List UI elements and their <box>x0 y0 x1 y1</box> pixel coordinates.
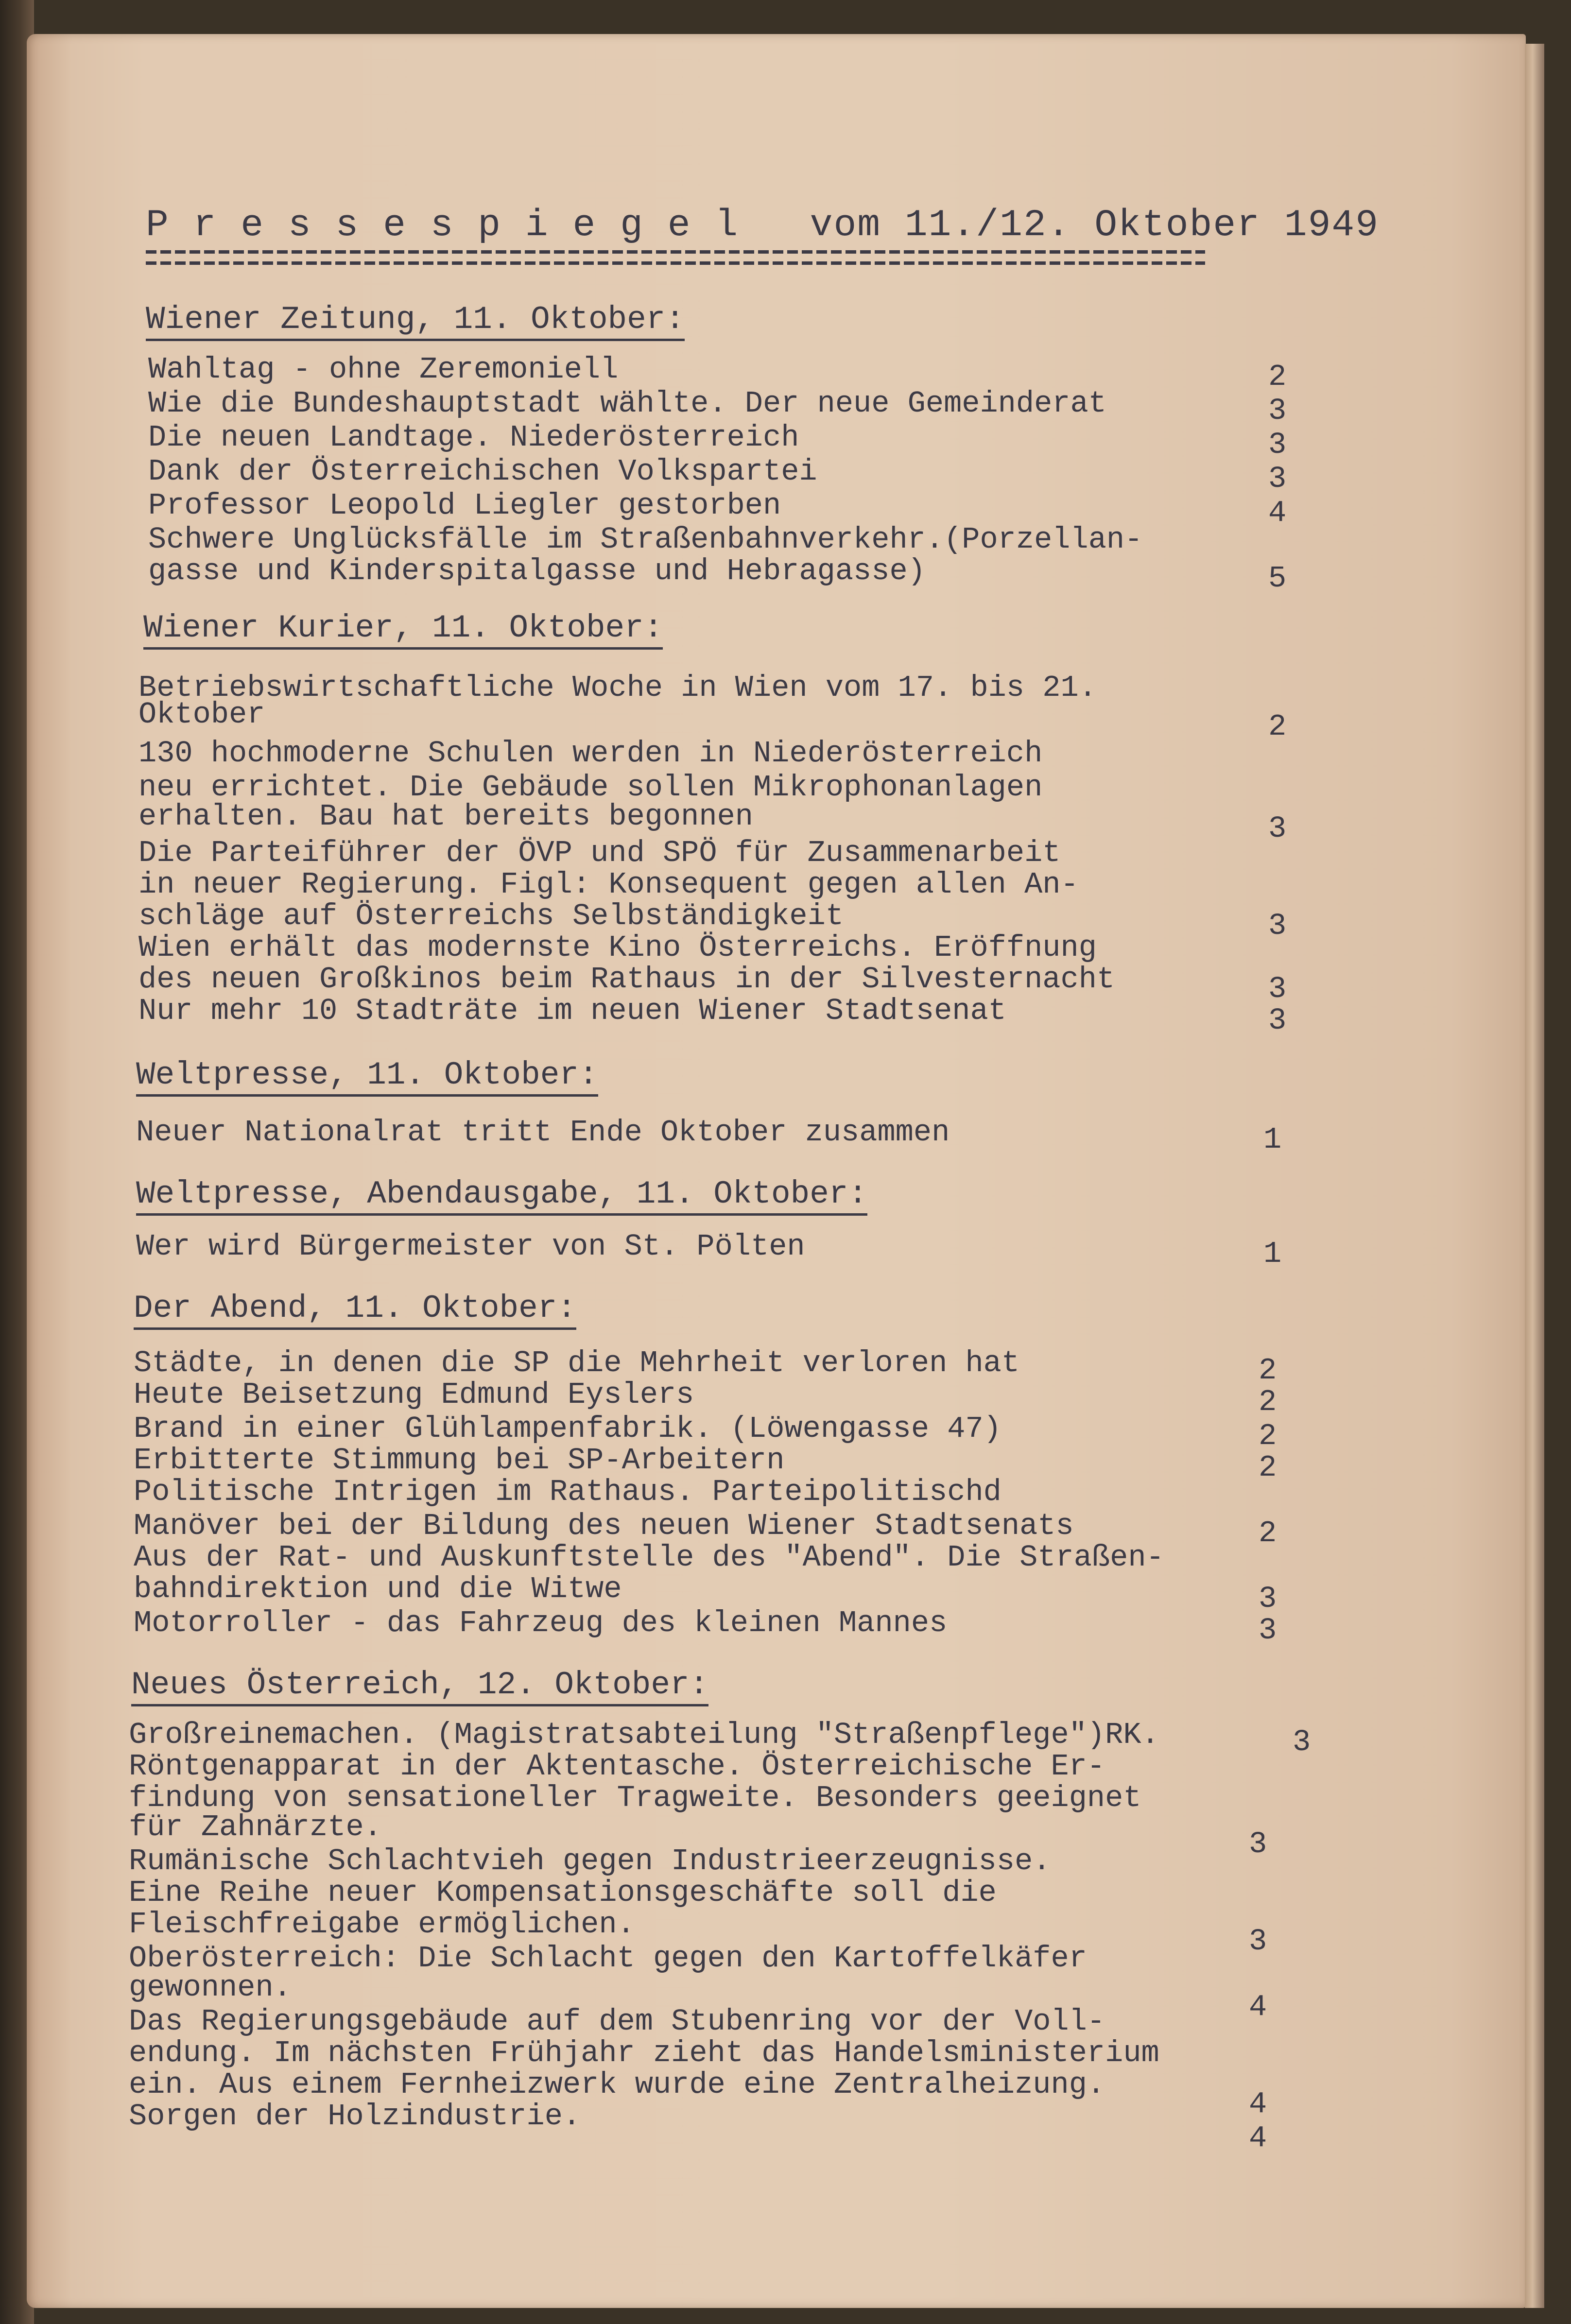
entry-line: Sorgen der Holzindustrie. <box>129 2099 581 2134</box>
entry-line: Neuer Nationalrat tritt Ende Oktober zusammen <box>136 1115 950 1150</box>
entry-line: gewonnen. <box>129 1970 292 2005</box>
entry-line: Die Parteiführer der ÖVP und SPÖ für Zusammenarbeit <box>138 836 1061 870</box>
page-number: 2 <box>1268 360 1287 394</box>
page-number: 2 <box>1259 1353 1277 1388</box>
section-title-wiener-kurier: Wiener Kurier, 11. Oktober: <box>143 610 663 650</box>
page-number: 2 <box>1268 709 1287 744</box>
entry-line: für Zahnärzte. <box>129 1810 382 1844</box>
entry-line: bahndirektion und die Witwe <box>134 1572 622 1606</box>
section-title-neues-oesterreich: Neues Österreich, 12. Oktober: <box>131 1667 708 1706</box>
page-number: 3 <box>1268 428 1287 462</box>
entry-line: Das Regierungsgebäude auf dem Stubenring vor der Voll- <box>129 2004 1105 2039</box>
entry-line: Großreinemachen. (Magistratsabteilung "Straßenpflege")RK. <box>129 1718 1159 1752</box>
entry-line: Schwere Unglücksfälle im Straßenbahnverkehr.(Porzellan- <box>148 522 1143 557</box>
entry-line: Röntgenapparat in der Aktentasche. Österreichische Er- <box>129 1749 1105 1784</box>
page-number: 2 <box>1259 1419 1277 1453</box>
page-number: 3 <box>1268 811 1287 846</box>
entry-line: ein. Aus einem Fernheizwerk wurde eine Zentralheizung. <box>129 2067 1105 2102</box>
entry-line: schläge auf Österreichs Selbständigkeit <box>138 899 844 933</box>
title-date: vom 11./12. Oktober 1949 <box>810 204 1380 247</box>
entry-line: Erbitterte Stimmung bei SP-Arbeitern <box>134 1443 785 1478</box>
entry-line: neu errichtet. Die Gebäude sollen Mikrophonanlagen <box>138 770 1043 805</box>
entry-line: Wer wird Bürgermeister von St. Pölten <box>136 1229 805 1264</box>
page-number: 3 <box>1249 1827 1267 1861</box>
page-number: 5 <box>1268 561 1287 596</box>
entry-line: Politische Intrigen im Rathaus. Parteipolitischd <box>134 1475 1001 1509</box>
page-number: 3 <box>1259 1613 1277 1648</box>
page-number: 2 <box>1259 1385 1277 1419</box>
page-number: 3 <box>1268 909 1287 943</box>
entry-line: Oberösterreich: Die Schlacht gegen den Kartoffelkäfer <box>129 1941 1087 1976</box>
page-number: 4 <box>1249 1990 1267 2024</box>
page-number: 4 <box>1268 496 1287 530</box>
entry-line: Wie die Bundeshauptstadt wählte. Der neue Gemeinderat <box>148 386 1106 421</box>
entry-line: Motorroller - das Fahrzeug des kleinen Mannes <box>134 1606 948 1640</box>
page-number: 2 <box>1259 1450 1277 1485</box>
entry-line: Betriebswirtschaftliche Woche in Wien vom 17. bis 21. <box>138 671 1097 705</box>
page-number: 3 <box>1293 1725 1311 1759</box>
entry-line: Oktober <box>138 697 265 732</box>
entry-line: 130 hochmoderne Schulen werden in Niederösterreich <box>138 736 1043 771</box>
page-number: 3 <box>1259 1582 1277 1616</box>
page-edge <box>1525 44 1544 2308</box>
double-rule-divider <box>146 250 1205 265</box>
entry-line: Eine Reihe neuer Kompensationsgeschäfte soll die <box>129 1876 997 1910</box>
entry-line: Brand in einer Glühlampenfabrik. (Löwengasse 47) <box>134 1412 1001 1446</box>
section-title-weltpresse-abendausgabe: Weltpresse, Abendausgabe, 11. Oktober: <box>136 1176 867 1216</box>
section-title-weltpresse: Weltpresse, 11. Oktober: <box>136 1057 598 1097</box>
entry-line: Heute Beisetzung Edmund Eyslers <box>134 1377 694 1412</box>
page-number: 1 <box>1263 1122 1282 1157</box>
title-spaced: P r e s s e s p i e g e l <box>146 204 739 247</box>
entry-line: Nur mehr 10 Stadträte im neuen Wiener Stadtsenat <box>138 994 1006 1028</box>
entry-line: Städte, in denen die SP die Mehrheit verloren hat <box>134 1346 1020 1380</box>
entry-line: Die neuen Landtage. Niederösterreich <box>148 420 799 455</box>
entry-line: Dank der Österreichischen Volkspartei <box>148 454 817 489</box>
section-title-wiener-zeitung: Wiener Zeitung, 11. Oktober: <box>146 301 685 341</box>
entry-line: des neuen Großkinos beim Rathaus in der Silvesternacht <box>138 962 1115 997</box>
page-number: 3 <box>1268 972 1287 1006</box>
entry-line: findung von sensationeller Tragweite. Besonders geeignet <box>129 1781 1141 1815</box>
page-number: 3 <box>1268 394 1287 428</box>
entry-line: Aus der Rat- und Auskunftstelle des "Abend". Die Straßen- <box>134 1540 1164 1575</box>
entry-line: gasse und Kinderspitalgasse und Hebragasse) <box>148 554 926 588</box>
page-number: 4 <box>1249 2121 1267 2155</box>
entry-line: erhalten. Bau hat bereits begonnen <box>138 799 754 834</box>
page-number: 4 <box>1249 2087 1267 2121</box>
page-title <box>146 204 1380 247</box>
entry-line: endung. Im nächsten Frühjahr zieht das Handelsministerium <box>129 2036 1159 2070</box>
entry-line: Rumänische Schlachtvieh gegen Industrieerzeugnisse. <box>129 1844 1051 1878</box>
entry-line: Manöver bei der Bildung des neuen Wiener Stadtsenats <box>134 1509 1074 1543</box>
section-title-der-abend: Der Abend, 11. Oktober: <box>134 1290 576 1330</box>
page-number: 3 <box>1268 462 1287 496</box>
entry-line: Fleischfreigabe ermöglichen. <box>129 1907 635 1942</box>
page-number: 2 <box>1259 1516 1277 1550</box>
entry-line: Professor Leopold Liegler gestorben <box>148 488 781 523</box>
page-number: 3 <box>1268 1003 1287 1038</box>
entry-line: in neuer Regierung. Figl: Konsequent gegen allen An- <box>138 867 1079 902</box>
entry-line: Wien erhält das modernste Kino Österreichs. Eröffnung <box>138 930 1097 965</box>
entry-line: Wahltag - ohne Zeremoniell <box>148 352 619 387</box>
page-number: 3 <box>1249 1924 1267 1959</box>
page-number: 1 <box>1263 1237 1282 1271</box>
